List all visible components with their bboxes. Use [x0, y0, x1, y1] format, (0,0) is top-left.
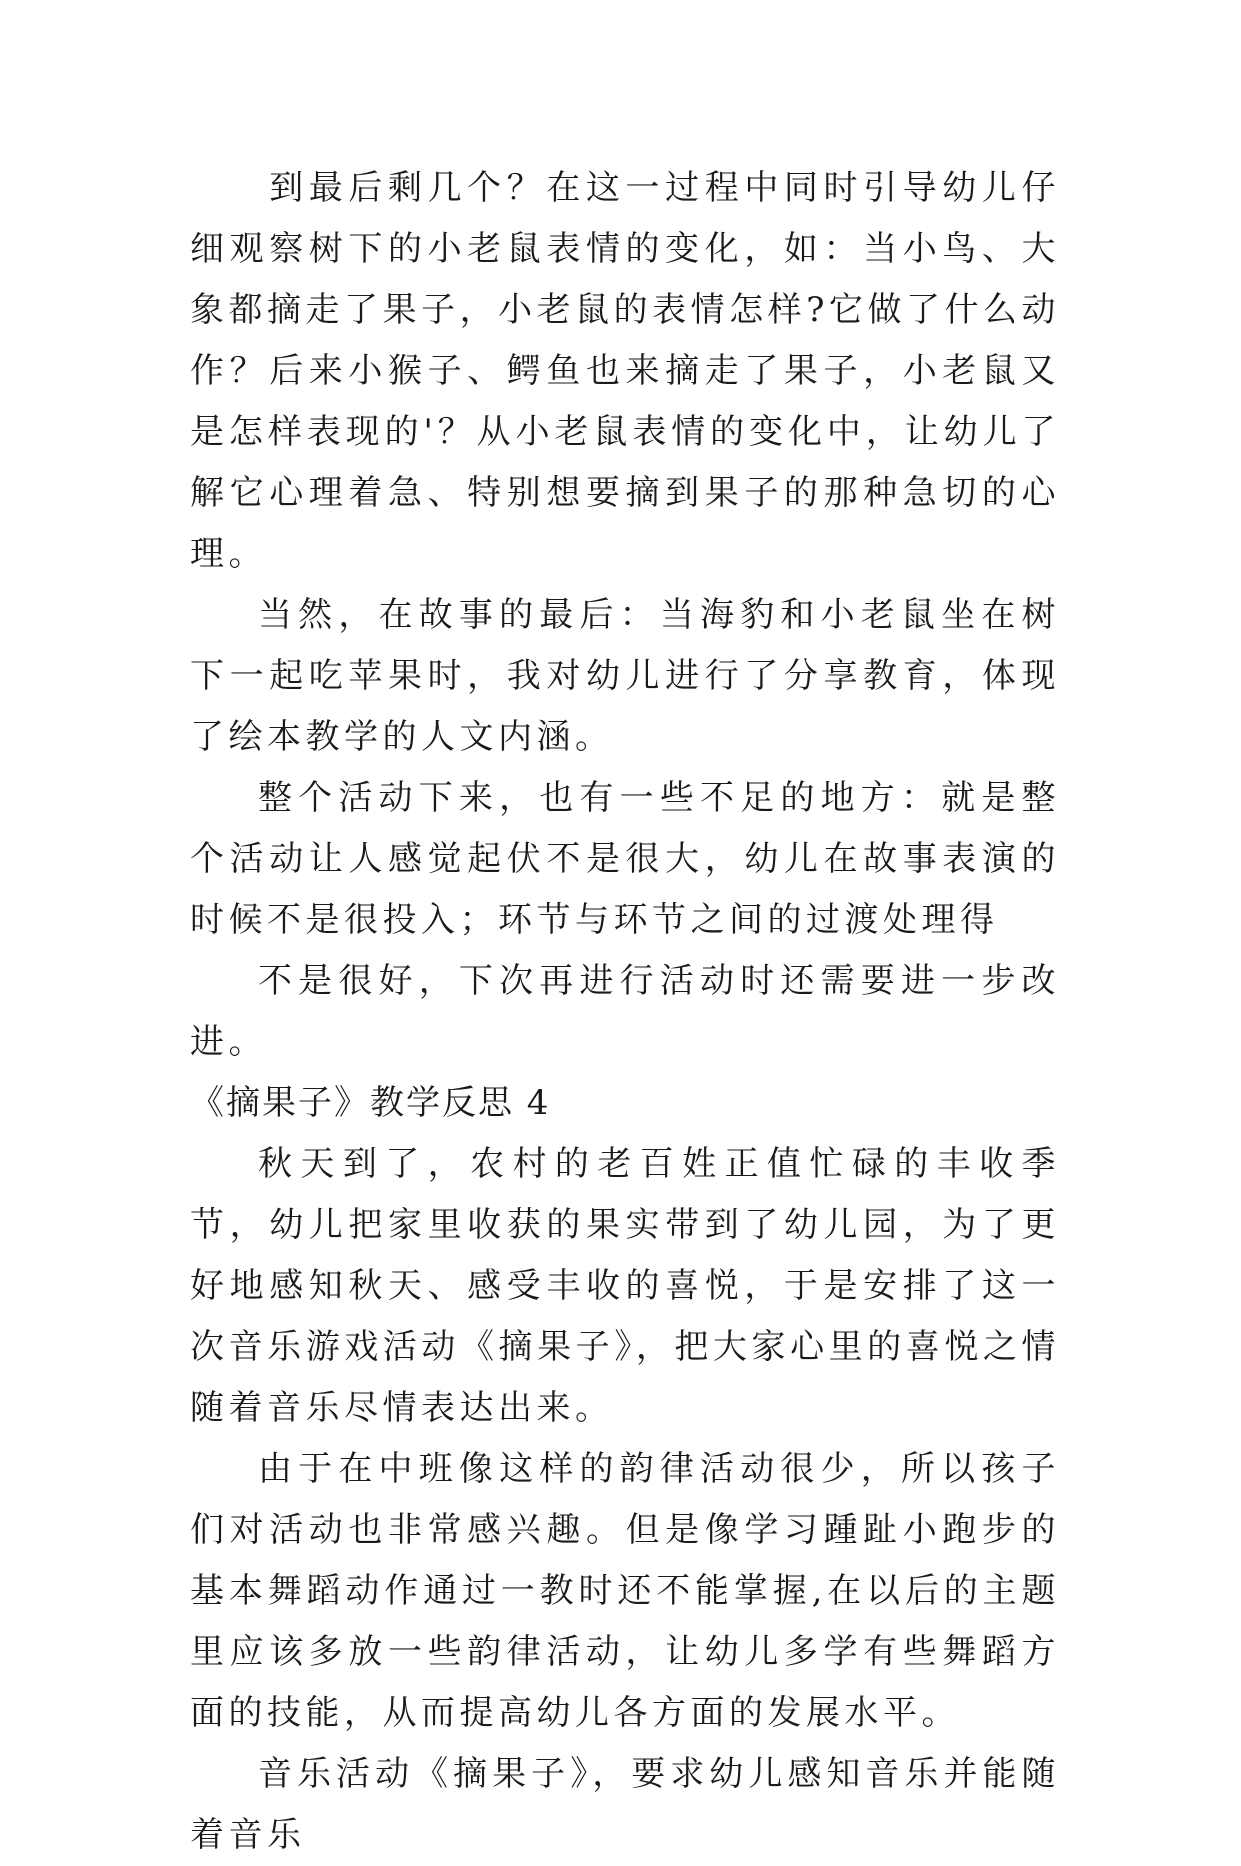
paragraph-7: 音乐活动《摘果子》，要求幼儿感知音乐并能随着音乐	[190, 1754, 1060, 1855]
section-heading: 《摘果子》教学反思 4	[190, 1083, 551, 1123]
document-page	[190, 158, 1060, 1866]
paragraph-5: 秋天到了，农村的老百姓正值忙碌的丰收季节，幼儿把家里收获的果实带到了幼儿园，为了更好地感知秋天、感受丰收的喜悦，于是安排了这一次音乐游戏活动《摘果子》，把大家心里的喜悦之情随着音乐尽情表达出来。	[190, 1144, 1060, 1428]
paragraph-2: 当然，在故事的最后：当海豹和小老鼠坐在树下一起吃苹果时，我对幼儿进行了分享教育，体现了绘本教学的人文内涵。	[190, 595, 1060, 757]
paragraph-3: 整个活动下来，也有一些不足的地方：就是整个活动让人感觉起伏不是很大，幼儿在故事表演的时候不是很投入；环节与环节之间的过渡处理得	[190, 778, 1060, 940]
paragraph-6: 由于在中班像这样的韵律活动很少，所以孩子们对活动也非常感兴趣。但是像学习踵趾小跑步的基本舞蹈动作通过一教时还不能掌握,在以后的主题里应该多放一些韵律活动，让幼儿多学有些舞蹈方面的技能，从而提高幼儿各方面的发展水平。	[190, 1449, 1060, 1733]
paragraph-4: 不是很好，下次再进行活动时还需要进一步改进。	[190, 961, 1060, 1062]
paragraph-1: 到最后剩几个？在这一过程中同时引导幼儿仔细观察树下的小老鼠表情的变化，如：当小鸟、大象都摘走了果子，小老鼠的表情怎样?它做了什么动作？后来小猴子、鳄鱼也来摘走了果子，小老鼠又是怎样表现的'？从小老鼠表情的变化中，让幼儿了解它心理着急、特别想要摘到果子的那种急切的心理。	[190, 168, 1060, 574]
